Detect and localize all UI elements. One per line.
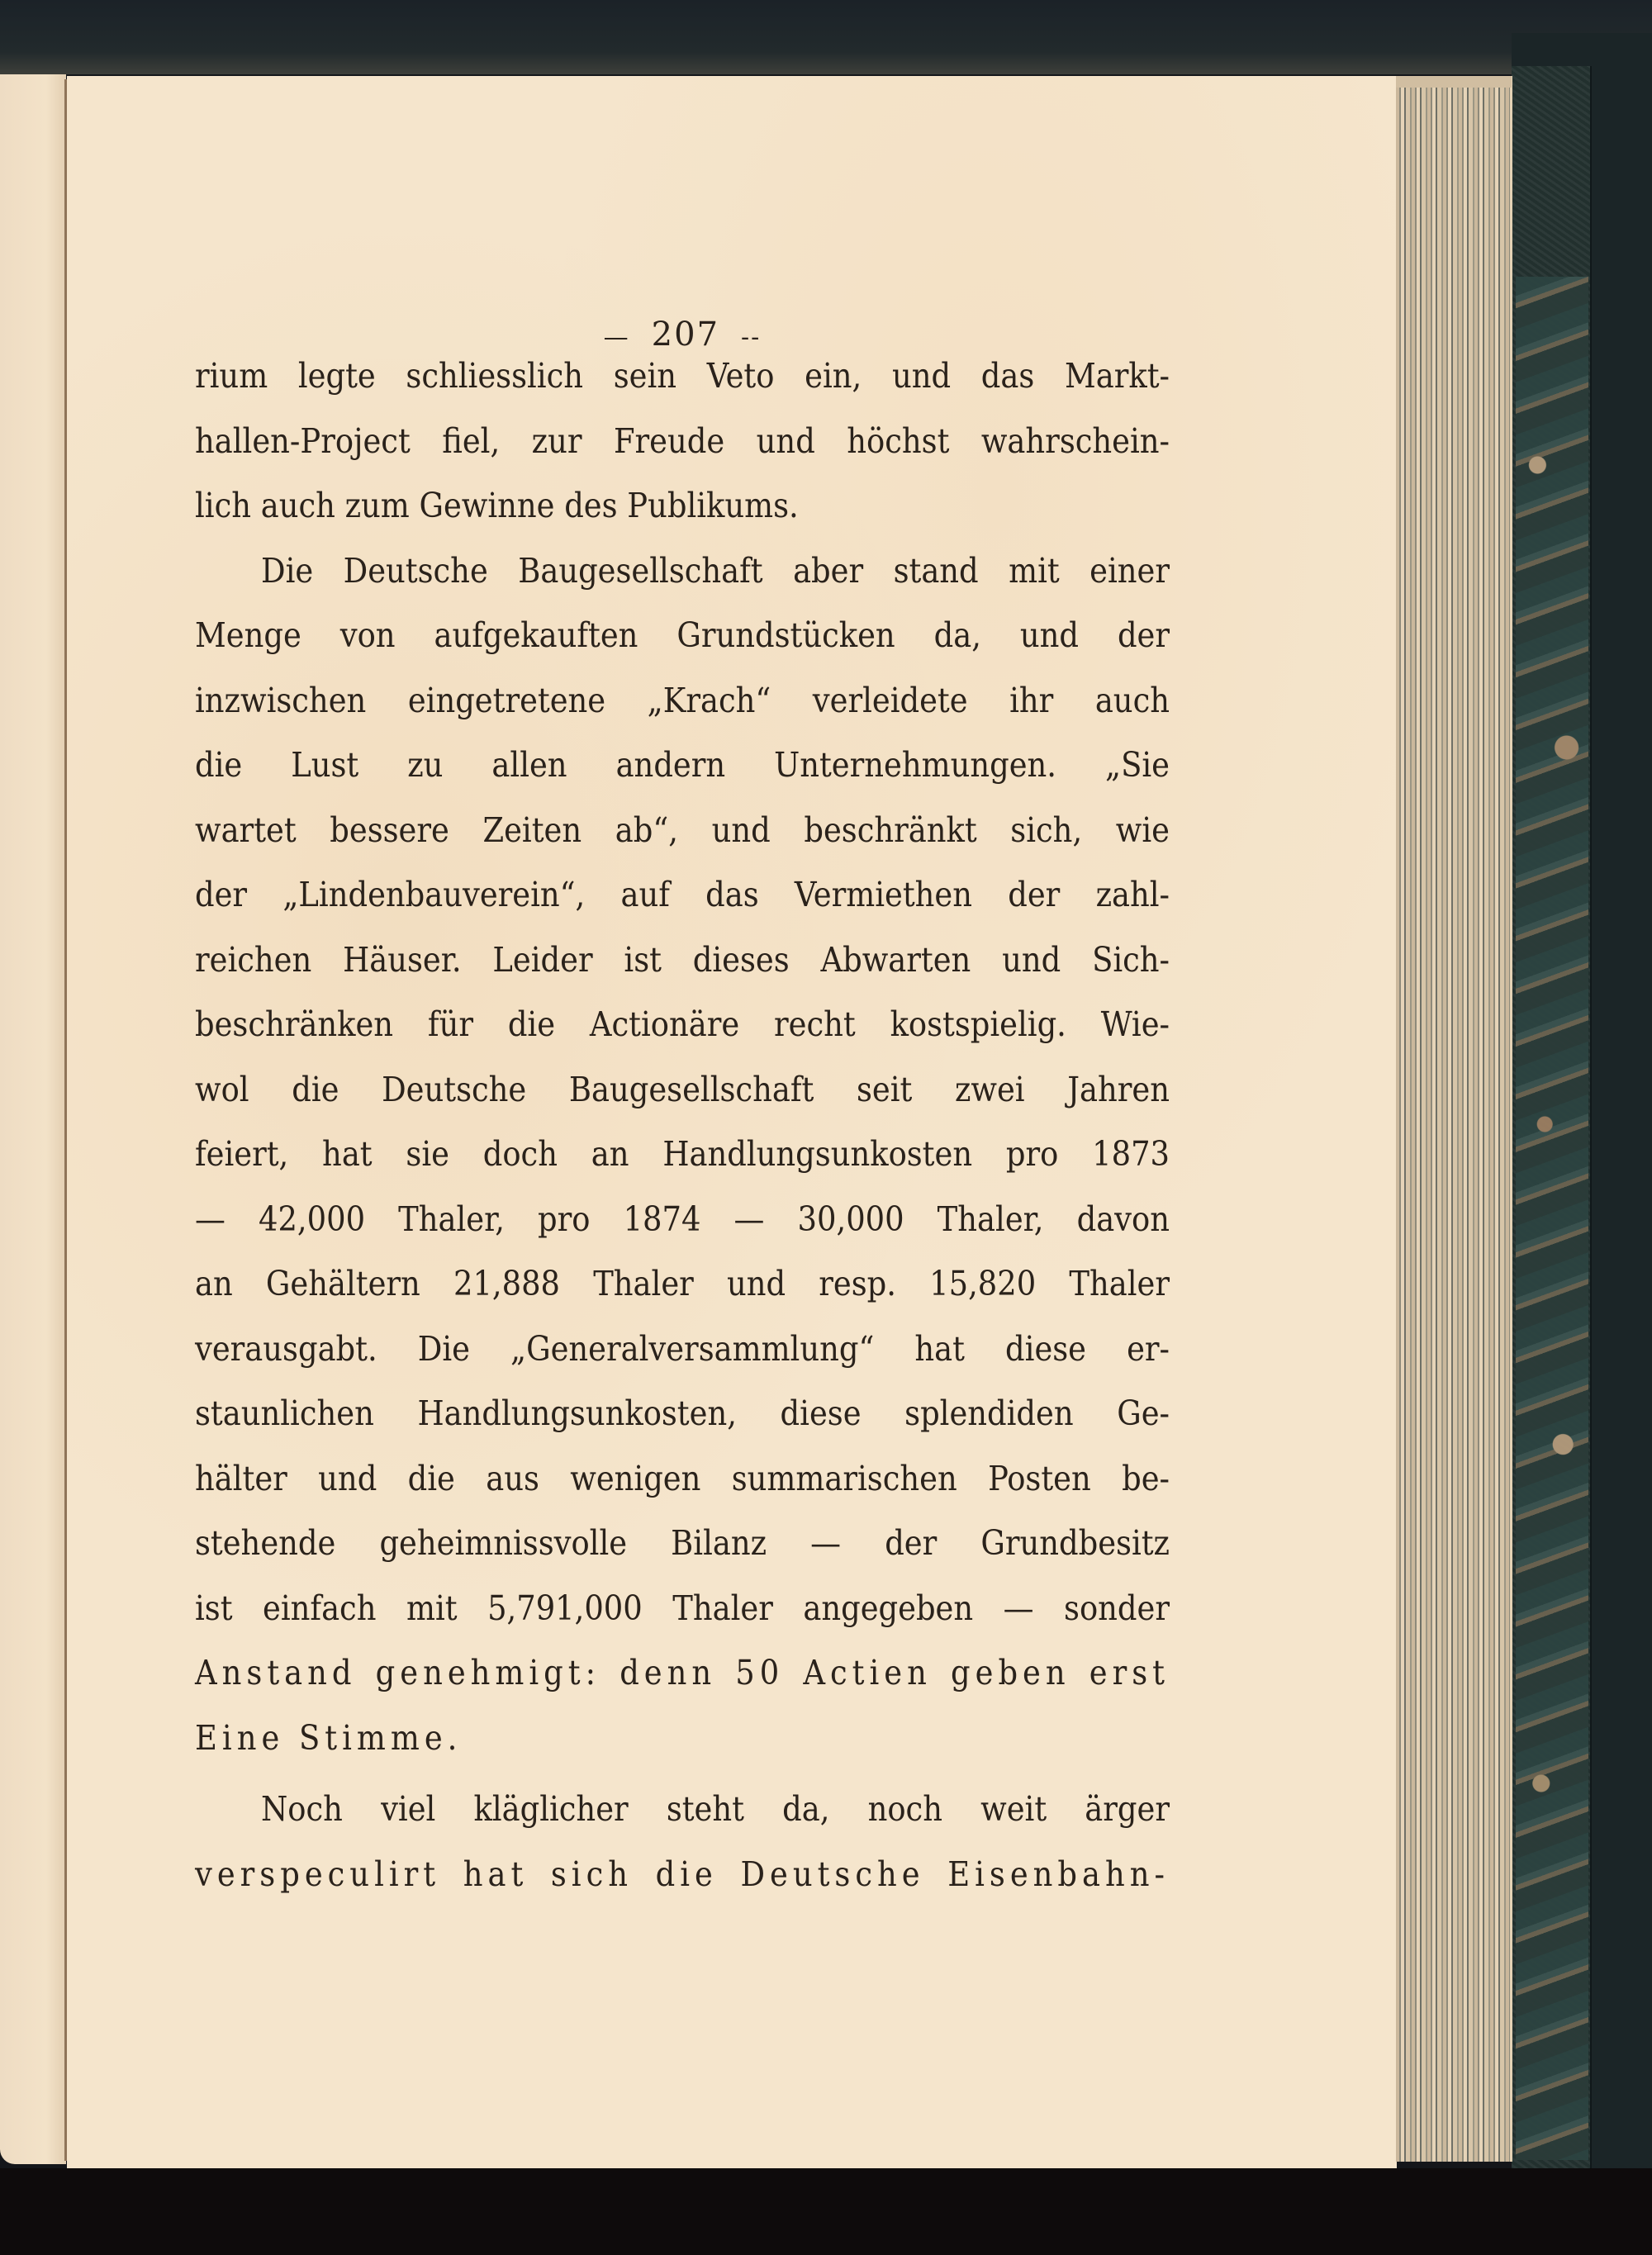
text-line: Die Deutsche Baugesellschaft aber stand mit einer (261, 550, 1170, 591)
page-fore-edge (1396, 76, 1512, 2162)
text-line: reichen Häuser. Leider ist dieses Abwarten und Sich- (195, 939, 1170, 980)
page-number: 207 (651, 316, 720, 354)
gutter-fold (64, 79, 67, 2161)
text-line: ist einfach mit 5,791,000 Thaler angegeben — sonder (195, 1588, 1170, 1628)
background-top (0, 0, 1652, 74)
page-header (195, 316, 1170, 354)
background-bottom (0, 2168, 1652, 2255)
text-line: inzwischen eingetretene „Krach“ verleidete ihr auch (195, 680, 1170, 720)
text-line: hälter und die aus wenigen summarischen Posten be- (195, 1458, 1170, 1498)
page-fore-edge-top (1396, 76, 1512, 88)
text-line: der „Lindenbauverein“, auf das Vermiethen der zahl- (195, 875, 1170, 914)
text-line: Anstand genehmigt: denn 50 Actien geben erst (195, 1653, 1170, 1692)
text-line: beschränken für die Actionäre recht kostspielig. Wie- (195, 1004, 1170, 1044)
text-line: verspeculirt hat sich die Deutsche Eisenbahn- (195, 1854, 1170, 1894)
text-line: stehende geheimnissvolle Bilanz — der Grundbesitz (195, 1523, 1170, 1563)
text-line: wol die Deutsche Baugesellschaft seit zwei Jahren (195, 1069, 1170, 1109)
text-line: an Gehältern 21,888 Thaler und resp. 15,820 Thaler (195, 1264, 1170, 1303)
page-number-dash-right: -- (741, 322, 762, 352)
text-line: — 42,000 Thaler, pro 1874 — 30,000 Thaler, davon (195, 1199, 1170, 1239)
text-line: rium legte schliesslich sein Veto ein, und das Markt- (195, 356, 1170, 396)
text-line: verausgabt. Die „Generalversammlung“ hat diese er- (195, 1328, 1170, 1369)
book-page (67, 76, 1397, 2172)
text-line: die Lust zu allen andern Unternehmungen. „Sie (195, 745, 1170, 785)
marbled-endpaper (1516, 277, 1588, 2160)
text-line: Eine Stimme. (195, 1717, 463, 1758)
text-line: feiert, hat sie doch an Handlungsunkosten pro 1873 (195, 1134, 1170, 1174)
text-line: hallen-Project fiel, zur Freude und höchst wahrschein- (195, 420, 1170, 461)
page-number-dash-left: — (603, 322, 630, 352)
left-page-edge (0, 74, 66, 2164)
text-line: Menge von aufgekauften Grundstücken da, und der (195, 615, 1170, 655)
text-line: lich auch zum Gewinne des Publikums. (195, 486, 799, 525)
text-line: Noch viel kläglicher steht da, noch weit ärger (261, 1789, 1170, 1829)
text-line: wartet bessere Zeiten ab“, und beschränkt sich, wie (195, 809, 1170, 850)
text-line: staunlichen Handlungsunkosten, diese splendiden Ge- (195, 1393, 1170, 1433)
